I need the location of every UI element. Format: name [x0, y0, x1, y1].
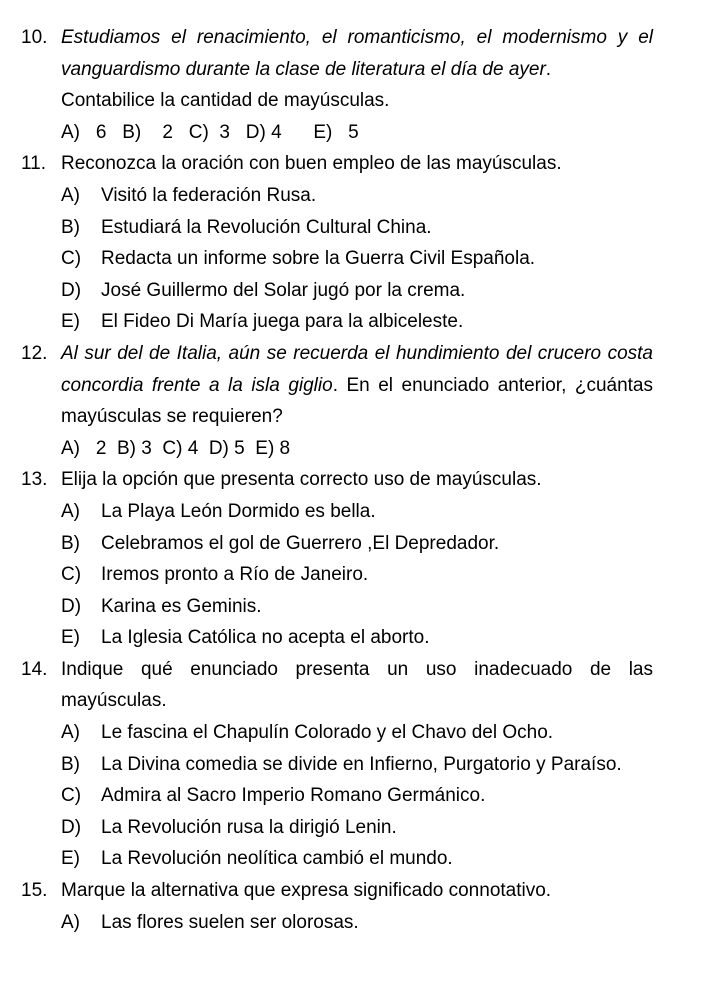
option-text: Karina es Geminis. [101, 595, 262, 617]
option-letter: E) [61, 311, 80, 333]
answer-option-b [61, 749, 653, 781]
option-text: La Revolución neolítica cambió el mundo. [101, 848, 453, 870]
question-number: 14. [21, 658, 48, 680]
option-text: La Playa León Dormido es bella. [101, 500, 376, 522]
option-text: La Divina comedia se divide en Infierno, Purgatorio y Paraíso. [101, 753, 622, 775]
option-text: Visitó la federación Rusa. [101, 184, 317, 206]
option-letter: A) [61, 722, 80, 744]
option-letter: B) [61, 216, 80, 238]
option-text: Iremos pronto a Río de Janeiro. [101, 564, 369, 586]
answer-options-line: A) 2 B) 3 C) 4 D) 5 E) 8 [61, 437, 291, 459]
answer-option-d [61, 275, 653, 307]
question-text [61, 338, 653, 433]
answer-option-e [61, 843, 653, 875]
answer-option-e [61, 306, 653, 338]
question-10 [0, 22, 720, 148]
question-number: 12. [21, 342, 48, 364]
question-13 [0, 464, 720, 654]
option-letter: B) [61, 532, 80, 554]
option-letter: A) [61, 911, 80, 933]
option-text: El Fideo Di María juega para la albiceleste. [101, 311, 464, 333]
option-letter: D) [61, 816, 82, 838]
option-letter: D) [61, 279, 82, 301]
answer-option-a [61, 907, 653, 939]
option-text: Le fascina el Chapulín Colorado y el Chavo del Ocho. [101, 722, 554, 744]
answer-option-d [61, 591, 653, 623]
question-12 [0, 338, 720, 464]
question-instruction: Contabilice la cantidad de mayúsculas. [61, 90, 390, 112]
question-14 [0, 654, 720, 875]
option-letter: D) [61, 595, 82, 617]
option-letter: C) [61, 248, 82, 270]
question-number: 10. [21, 27, 48, 48]
option-letter: C) [61, 785, 82, 807]
answer-option-b [61, 212, 653, 244]
question-15 [0, 875, 720, 938]
option-text: Estudiará la Revolución Cultural China. [101, 216, 432, 238]
option-text: Admira al Sacro Imperio Romano Germánico. [101, 785, 486, 807]
option-text: Redacta un informe sobre la Guerra Civil Española. [101, 248, 536, 270]
option-text: La Iglesia Católica no acepta el aborto. [101, 627, 430, 649]
question-text-tail: . [545, 58, 552, 80]
question-number: 15. [21, 880, 48, 902]
answer-option-d [61, 812, 653, 844]
answer-option-a [61, 717, 653, 749]
option-letter: E) [61, 627, 80, 649]
answer-option-e [61, 622, 653, 654]
answer-option-c [61, 243, 653, 275]
option-letter: A) [61, 184, 80, 206]
question-italic-text: Estudiamos el renacimiento, el romanticismo, el modernismo y el vanguardismo durante la clase de literatura el día de ayer [61, 27, 653, 80]
question-11 [0, 148, 720, 338]
question-number: 13. [21, 469, 48, 491]
option-text: Las flores suelen ser olorosas. [101, 911, 359, 933]
question-text-tail: . En el enunciado anterior, ¿cuántas mayúsculas se requieren? [61, 374, 653, 428]
question-text [61, 22, 653, 85]
answer-option-c [61, 780, 653, 812]
option-letter: A) [61, 500, 80, 522]
question-text: Marque la alternativa que expresa significado connotativo. [61, 880, 552, 902]
option-text: José Guillermo del Solar jugó por la crema. [101, 279, 466, 301]
option-text: Celebramos el gol de Guerrero ,El Depredador. [101, 532, 500, 554]
question-text: Indique qué enunciado presenta un uso inadecuado de las mayúsculas. [61, 658, 653, 712]
answer-option-b [61, 528, 653, 560]
question-italic-text: Al sur del de Italia, aún se recuerda el hundimiento del crucero costa concordia frente a la isla giglio [61, 342, 653, 396]
answer-option-a [61, 496, 653, 528]
answer-options-line: A) 6 B) 2 C) 3 D) 4 E) 5 [61, 121, 359, 143]
answer-option-a [61, 180, 653, 212]
question-number: 11. [21, 153, 47, 175]
option-letter: C) [61, 564, 82, 586]
answer-option-c [61, 559, 653, 591]
option-letter: E) [61, 848, 80, 870]
option-letter: B) [61, 753, 80, 775]
option-text: La Revolución rusa la dirigió Lenin. [101, 816, 397, 838]
question-text: Reconozca la oración con buen empleo de las mayúsculas. [61, 153, 562, 175]
question-text: Elija la opción que presenta correcto uso de mayúsculas. [61, 469, 542, 491]
